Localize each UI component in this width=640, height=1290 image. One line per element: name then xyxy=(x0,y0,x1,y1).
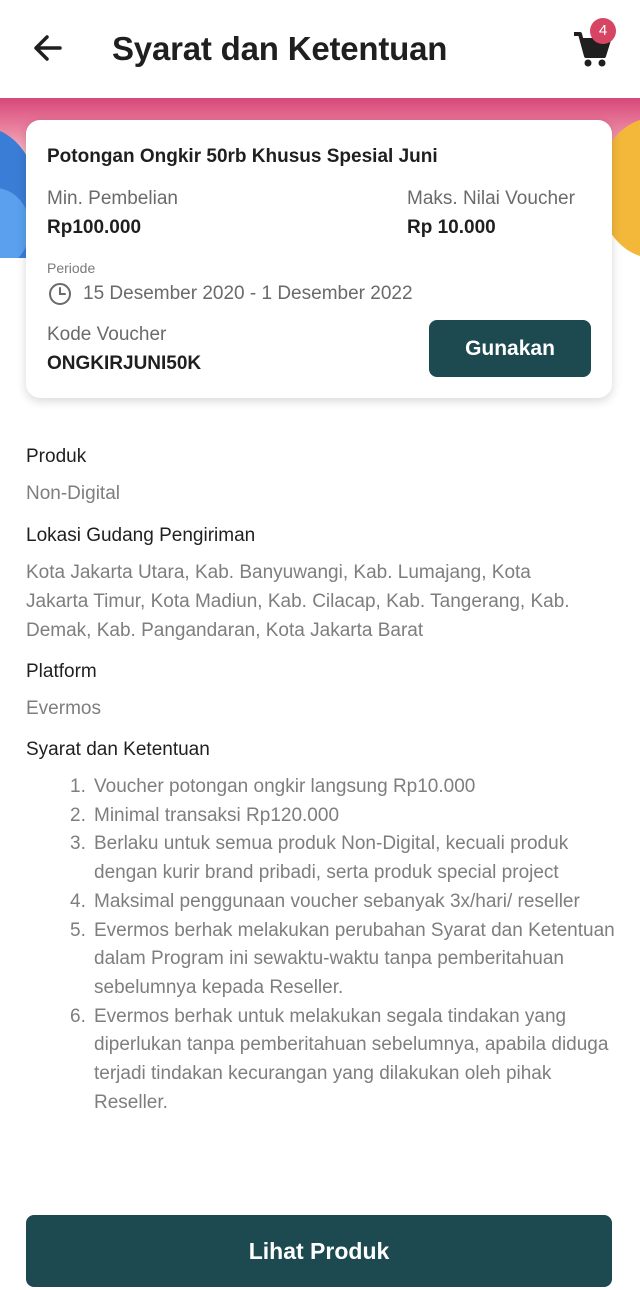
arrow-left-icon xyxy=(28,28,68,68)
clock-icon xyxy=(48,282,72,306)
terms-item: 5. Evermos berhak melakukan perubahan Syarat dan Ketentuan dalam Program ini sewaktu-waktu tanpa pemberitahuan sebelumnya kepada Reseller. xyxy=(70,919,615,998)
terms-item: 3. Berlaku untuk semua produk Non-Digital, kecuali produk dengan kurir brand pribadi, serta produk special project xyxy=(70,833,569,884)
use-voucher-button[interactable]: Gunakan xyxy=(429,320,591,377)
terms-item: 4. Maksimal penggunaan voucher sebanyak 3x/hari/ reseller xyxy=(70,890,580,912)
terms-item: 1. Voucher potongan ongkir langsung Rp10.000 xyxy=(70,776,476,797)
platform-label: Platform xyxy=(26,661,97,682)
min-purchase-value: Rp100.000 xyxy=(47,217,142,238)
max-voucher-label: Maks. Nilai Voucher xyxy=(407,188,575,209)
terms-heading: Syarat dan Ketentuan xyxy=(26,739,210,760)
terms-list xyxy=(60,773,620,1117)
page-title: Syarat dan Ketentuan xyxy=(112,30,448,67)
terms-item: 6. Evermos berhak untuk melakukan segala tindakan yang diperlukan tanpa pemberitahuan sebelumnya, apabila diduga terjadi tindakan kecurangan yang dilakukan oleh pihak Reseller. xyxy=(70,1005,609,1113)
terms-item: 2. Minimal transaksi Rp120.000 xyxy=(70,804,340,826)
warehouse-location-label: Lokasi Gudang Pengiriman xyxy=(26,525,256,546)
warehouse-location-value: Kota Jakarta Utara, Kab. Banyuwangi, Kab. Lumajang, Kota Jakarta Timur, Kota Madiun, Kab. Cilacap, Kab. Tangerang, Kab. Demak, Kab. Pangandaran, Kota Jakarta Barat xyxy=(26,562,570,641)
period-label: Periode xyxy=(47,260,96,276)
cart-count-badge: 4 xyxy=(590,18,616,44)
view-products-button[interactable]: Lihat Produk xyxy=(26,1215,612,1287)
period-value: 15 Desember 2020 - 1 Desember 2022 xyxy=(83,283,413,304)
voucher-title: Potongan Ongkir 50rb Khusus Spesial Juni xyxy=(47,146,438,167)
back-button[interactable] xyxy=(28,28,68,68)
product-value: Non-Digital xyxy=(26,483,120,504)
voucher-code-label: Kode Voucher xyxy=(47,324,167,345)
platform-value: Evermos xyxy=(26,698,101,719)
product-label: Produk xyxy=(26,446,87,467)
voucher-code-value: ONGKIRJUNI50K xyxy=(47,353,202,374)
voucher-card xyxy=(26,120,612,398)
max-voucher-value: Rp 10.000 xyxy=(407,217,496,238)
app-header xyxy=(0,0,640,98)
min-purchase-label: Min. Pembelian xyxy=(47,188,178,209)
